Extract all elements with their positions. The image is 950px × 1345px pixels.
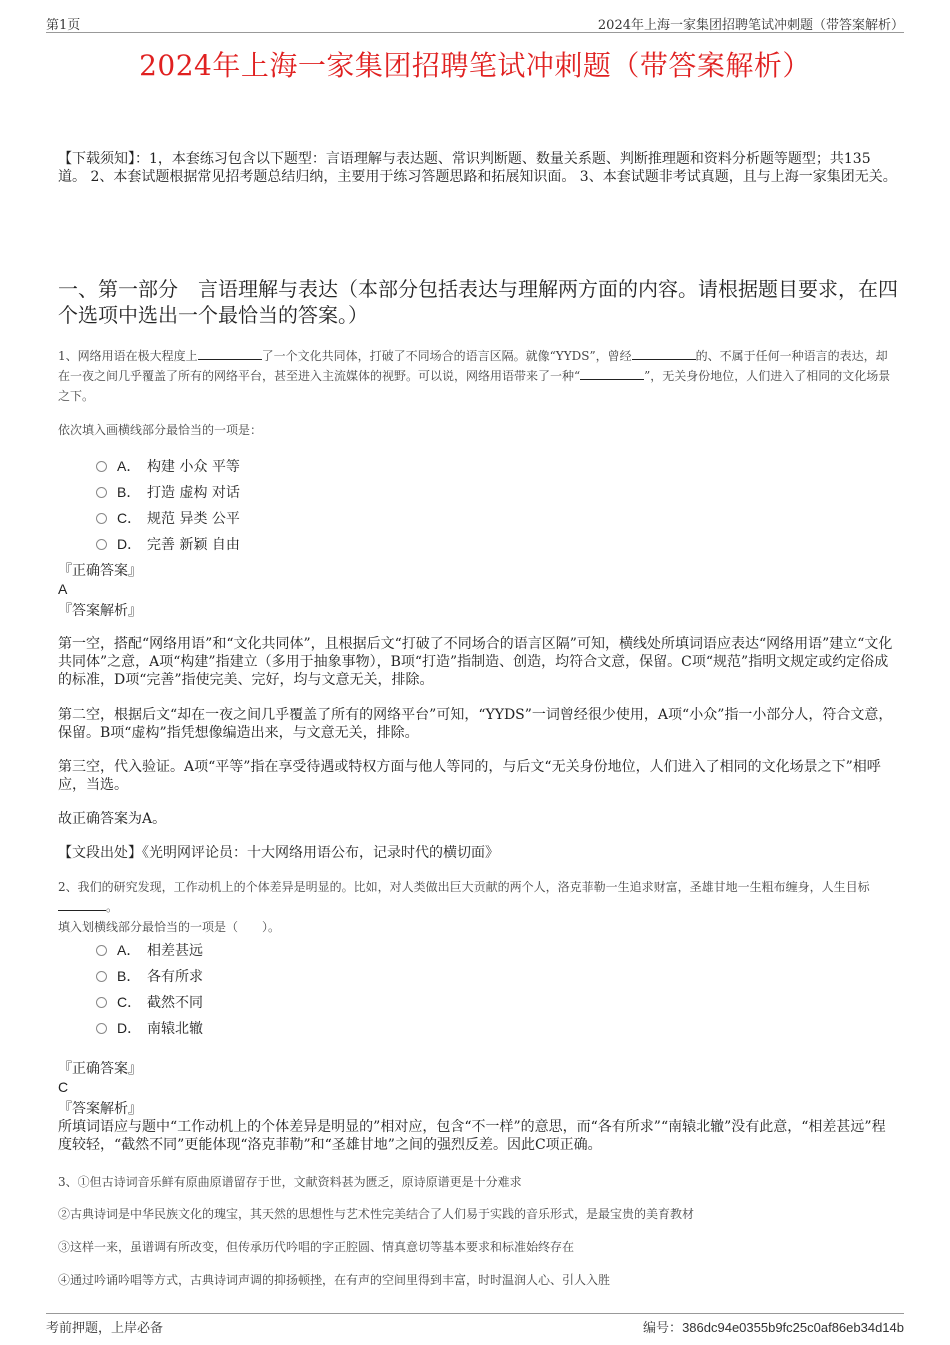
radio-icon[interactable] bbox=[96, 945, 107, 956]
fill-blank bbox=[58, 898, 106, 911]
q3-item: 3、①但古诗词音乐鲜有原曲原谱留存于世，文献资料甚为匮乏，原诗原谱更是十分难求 bbox=[58, 1175, 522, 1189]
radio-icon[interactable] bbox=[96, 539, 107, 550]
q2-answer-label: 『正确答案』 bbox=[58, 1061, 142, 1077]
radio-icon[interactable] bbox=[96, 513, 107, 524]
fill-blank bbox=[632, 347, 696, 360]
q1-analysis-para: 第一空，搭配“网络用语”和“文化共同体”，且根据后文“打破了不同场合的语言区隔”可知，横线处所填词语应表达“网络用语”建立“文化共同体”之意，A项“构建”指建立（多用于抽象事物），B项“打造”指制造、创造，均符合文意，保留。C项“规范”指明文规定或约定俗成的标准，D项“完善”指使完美、完好，均与文意无关，排除。 bbox=[58, 636, 893, 688]
page-title: 2024年上海一家集团招聘笔试冲刺题（带答案解析） bbox=[139, 49, 811, 82]
radio-icon[interactable] bbox=[96, 1023, 107, 1034]
q2-option-b[interactable]: B． 各有所求 bbox=[96, 966, 203, 986]
q2-option-a[interactable]: A． 相差甚远 bbox=[96, 940, 203, 960]
page-number: 第1页 bbox=[46, 18, 81, 33]
q1-analysis-para: 第三空，代入验证。A项“平等”指在享受待遇或特权方面与他人等同的，与后文“无关身份地位，人们进入了相同的文化场景之下”相呼应，当选。 bbox=[58, 759, 881, 793]
section-heading: 一、第一部分 言语理解与表达（本部分包括表达与理解两方面的内容。请根据题目要求，在四个选项中选出一个最恰当的答案。） bbox=[58, 277, 898, 327]
radio-icon[interactable] bbox=[96, 461, 107, 472]
header-doc-title: 2024年上海一家集团招聘笔试冲刺题（带答案解析） bbox=[597, 18, 904, 33]
q2-option-c[interactable]: C． 截然不同 bbox=[96, 992, 203, 1012]
q2-analysis-label: 『答案解析』 bbox=[58, 1101, 142, 1117]
footer-code: 编号：386dc94e0355b9fc25c0af86eb34d14b bbox=[643, 1320, 904, 1336]
q1-option-d[interactable]: D． 完善 新颖 自由 bbox=[96, 534, 240, 554]
q1-source: 【文段出处】《光明网评论员：十大网络用语公布，记录时代的横切面》 bbox=[58, 845, 499, 861]
radio-icon[interactable] bbox=[96, 971, 107, 982]
q1-analysis-label: 『答案解析』 bbox=[58, 603, 142, 619]
question-2-stem: 2、我们的研究发现，工作动机上的个体差异是明显的。比如，对人类做出巨大贡献的两个人，洛克菲勒一生追求财富，圣雄甘地一生粗布缠身，人生目标。 bbox=[58, 880, 870, 914]
page-footer bbox=[46, 1313, 904, 1334]
fill-blank bbox=[198, 347, 262, 360]
q3-item: ④通过吟诵吟唱等方式，古典诗词声调的抑扬顿挫，在有声的空间里得到丰富，时时温润人心、引人入胜 bbox=[58, 1273, 611, 1287]
q2-option-d[interactable]: D． 南辕北辙 bbox=[96, 1018, 203, 1038]
q1-analysis-para: 第二空，根据后文“却在一夜之间几乎覆盖了所有的网络平台”可知，“YYDS”一词曾经很少使用，A项“小众”指一小部分人，符合文意，保留。B项“虚构”指凭想像编造出来，与文意无关，排除。 bbox=[58, 707, 893, 741]
question-1-prompt: 依次填入画横线部分最恰当的一项是： bbox=[58, 423, 263, 437]
fill-blank bbox=[580, 367, 644, 380]
q3-item: ③这样一来，虽谱调有所改变，但传承历代吟唱的字正腔圆、情真意切等基本要求和标准始终存在 bbox=[58, 1240, 575, 1254]
radio-icon[interactable] bbox=[96, 487, 107, 498]
q1-answer-label: 『正确答案』 bbox=[58, 563, 142, 579]
q3-item: ②古典诗词是中华民族文化的瑰宝，其天然的思想性与艺术性完美结合了人们易于实践的音乐形式，是最宝贵的美育教材 bbox=[58, 1207, 695, 1221]
q2-answer: C bbox=[58, 1079, 69, 1095]
q2-analysis: 所填词语应与题中“工作动机上的个体差异是明显的”相对应，包含“不一样”的意思，而“各有所求”“南辕北辙”没有此意，“相差甚远”程度较轻，“截然不同”更能体现“洛克菲勒”和“圣雄甘地”之间的强烈反差。因此C项正确。 bbox=[58, 1119, 886, 1153]
download-notice: 【下载须知】：1，本套练习包含以下题型：言语理解与表达题、常识判断题、数量关系题、判断推理题和资料分析题等题型；共135道。 2、本套试题根据常见招考题总结归纳，主要用于练习答题思路和拓展知识面。 3、本套试题非考试真题，且与上海一家集团无关。 bbox=[58, 151, 897, 185]
question-1-stem: 1、网络用语在极大程度上 了一个文化共同体，打破了不同场合的语言区隔。就像“YYDS”，曾经 的、不属于任何一种语言的表达，却在一夜之间几乎覆盖了所有的网络平台，甚至进入主流媒体的视野。可以说，网络用语带来了一种“ ”，无关身份地位，人们进入了相同的文化场景之下。 bbox=[58, 349, 891, 403]
page-header bbox=[46, 14, 904, 33]
q1-answer: A bbox=[58, 581, 68, 597]
q1-analysis-para: 故正确答案为A。 bbox=[58, 811, 167, 827]
q1-option-b[interactable]: B． 打造 虚构 对话 bbox=[96, 482, 240, 502]
radio-icon[interactable] bbox=[96, 997, 107, 1008]
q1-option-c[interactable]: C． 规范 异类 公平 bbox=[96, 508, 240, 528]
q1-option-a[interactable]: A． 构建 小众 平等 bbox=[96, 456, 240, 476]
question-2-prompt: 填入划横线部分最恰当的一项是（ ）。 bbox=[58, 920, 281, 934]
footer-motto: 考前押题，上岸必备 bbox=[46, 1321, 164, 1336]
